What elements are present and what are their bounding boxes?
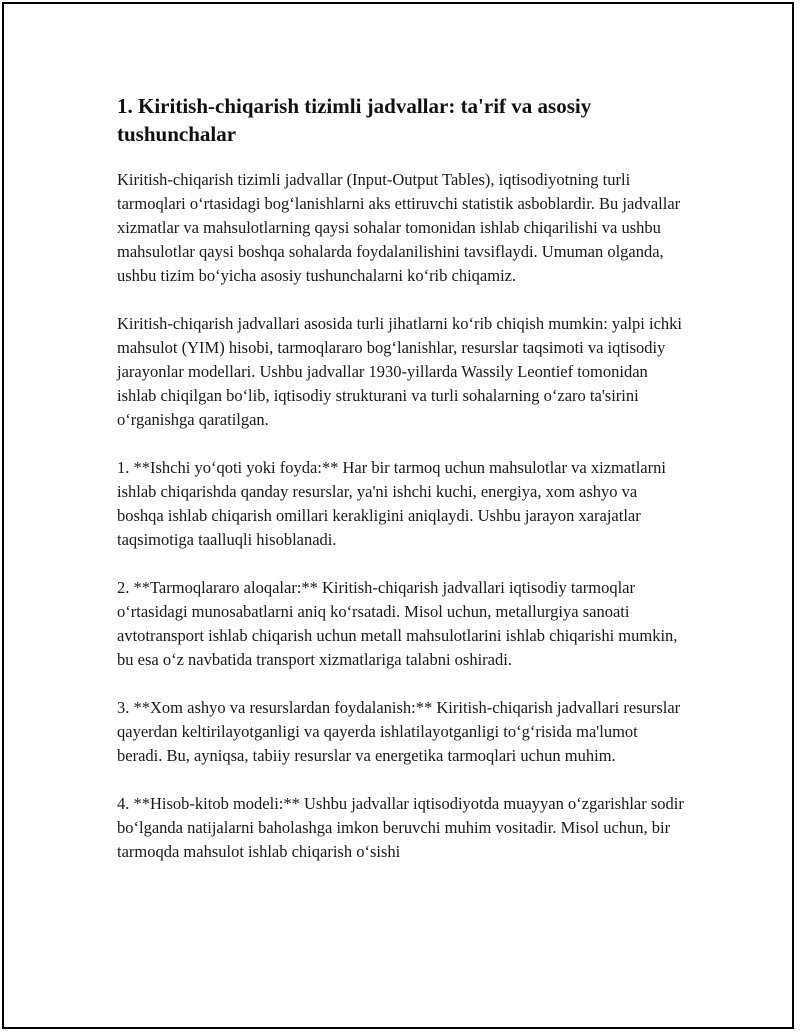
- paragraph-point-1: 1. **Ishchi yo‘qoti yoki foyda:** Har bir tarmoq uchun mahsulotlar va xizmatlarni ishlab chiqarishda qanday resurslar, ya'ni ishchi kuchi, energiya, xom ashyo va boshqa ishlab chiqarish omillari kerakligini aniqlaydi. Ushbu jarayon xarajatlar taqsimotiga taalluqli hisoblanadi.: [117, 458, 666, 549]
- paragraph-point-2: 2. **Tarmoqlararo aloqalar:** Kiritish-chiqarish jadvallari iqtisodiy tarmoqlar o‘rtasidagi munosabatlarni aniq ko‘rsatadi. Misol uchun, metallurgiya sanoati avtotransport ishlab chiqarish uchun metall mahsulotlarini ishlab chiqarishi mumkin, bu esa o‘z navbatida transport xizmatlariga talabni oshiradi.: [117, 578, 678, 669]
- paragraph-intro: Kiritish-chiqarish tizimli jadvallar (Input-Output Tables), iqtisodiyotning turli tarmoqlari o‘rtasidagi bog‘lanishlarni aks ettiruvchi statistik asboblardir. Bu jadvallar xizmatlar va mahsulotlarning qaysi sohalar tomonidan ishlab chiqarilishi va ushbu mahsulotlar qaysi boshqa sohalarda foydalanilishini tavsiflaydi. Umuman olganda, ushbu tizim bo‘yicha asosiy tushunchalarni ko‘rib chiqamiz.: [117, 170, 681, 285]
- paragraph-history: Kiritish-chiqarish jadvallari asosida turli jihatlarni ko‘rib chiqish mumkin: yalpi ichki mahsulot (YIM) hisobi, tarmoqlararo bog‘lanishlar, resurslar taqsimoti va iqtisodiy jarayonlar modellari. Ushbu jadvallar 1930-yillarda Wassily Leontief tomonidan ishlab chiqilgan bo‘lib, iqtisodiy strukturani va turli sohalarning o‘zaro ta'sirini o‘rganishga qaratilgan.: [117, 314, 683, 429]
- section-heading: 1. Kiritish-chiqarish tizimli jadvallar: ta'rif va asosiy tushunchalar: [117, 94, 592, 146]
- paragraph-point-3: 3. **Xom ashyo va resurslardan foydalanish:** Kiritish-chiqarish jadvallari resurslar qayerdan keltirilayotganligi va qayerda ishlatilayotganligi to‘g‘risida ma'lumot beradi. Bu, ayniqsa, tabiiy resurslar va energetika tarmoqlari uchun muhim.: [117, 698, 681, 765]
- paragraph-point-4: 4. **Hisob-kitob modeli:** Ushbu jadvallar iqtisodiyotda muayyan o‘zgarishlar sodir bo‘lganda natijalarni baholashga imkon beruvchi muhim vositadir. Misol uchun, bir tarmoqda mahsulot ishlab chiqarish o‘sishi: [117, 794, 684, 861]
- document-body: [117, 92, 687, 888]
